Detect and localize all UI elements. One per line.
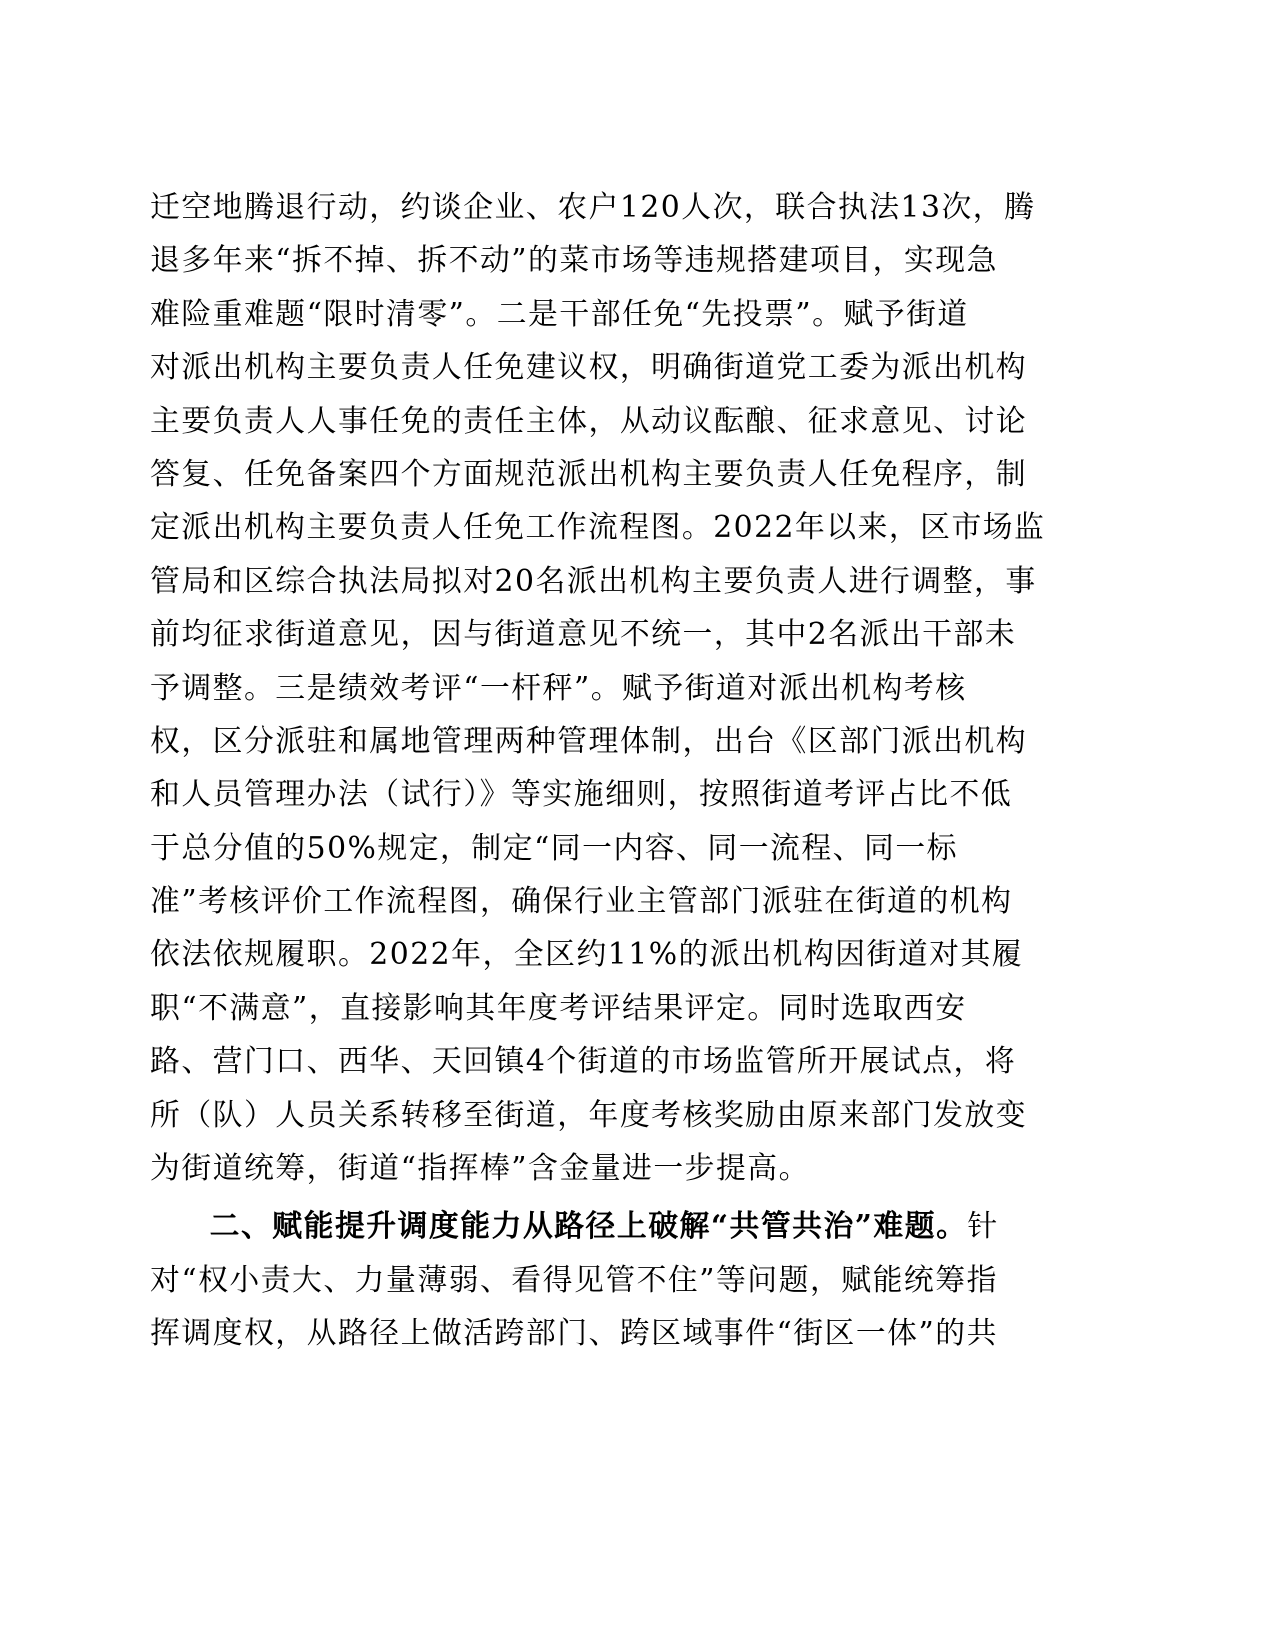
text-line: 管局和区综合执法局拟对20名派出机构主要负责人进行调整，事: [150, 563, 1037, 599]
text-line: 路、营门口、西华、天回镇4个街道的市场监管所开展试点，将: [150, 1044, 1017, 1080]
text-line: 定派出机构主要负责人任免工作流程图。2022年以来，区市场监: [150, 510, 1046, 546]
text-line: 主要负责人人事任免的责任主体，从动议酝酿、征求意见、讨论: [150, 403, 1028, 439]
text-line: 迁空地腾退行动，约谈企业、农户120人次，联合执法13次，腾: [150, 190, 1036, 225]
section-heading: 二、赋能提升调度能力从路径上破解“共管共治”难题。: [209, 1209, 968, 1245]
text-line: 权，区分派驻和属地管理两种管理体制，出台《区部门派出机构: [150, 723, 1028, 759]
section-two-heading-line: [150, 1200, 1045, 1253]
text-line: 挥调度权，从路径上做活跨部门、跨区域事件“街区一体”的共: [150, 1316, 998, 1352]
text-line: 退多年来“拆不掉、拆不动”的菜市场等违规搭建项目，实现急: [150, 243, 998, 279]
text-line: 和人员管理办法（试行）》等实施细则，按照街道考评占比不低: [150, 777, 1013, 813]
body-text: [150, 181, 1050, 1361]
text-line: 准”考核评价工作流程图，确保行业主管部门派驻在街道的机构: [150, 884, 1013, 920]
text-line: 难险重难题“限时清零”。二是干部任免“先投票”。赋予街道: [150, 296, 969, 332]
text-line: 对“权小责大、力量薄弱、看得见管不住”等问题，赋能统筹指: [150, 1262, 998, 1298]
text-line: 对派出机构主要负责人任免建议权，明确街道党工委为派出机构: [150, 350, 1028, 386]
text-line: 职“不满意”，直接影响其年度考评结果评定。同时选取西安: [150, 990, 967, 1026]
text-line: 予调整。三是绩效考评“一杆秤”。赋予街道对派出机构考核: [150, 670, 967, 706]
text-line: 于总分值的50%规定，制定“同一内容、同一流程、同一标: [150, 830, 958, 866]
section-heading-tail: 针: [967, 1209, 999, 1245]
text-line: 前均征求街道意见，因与街道意见不统一，其中2名派出干部未: [150, 617, 1017, 653]
text-line: 依法依规履职。2022年，全区约11%的派出机构因街道对其履: [150, 937, 1024, 973]
text-line: 所（队）人员关系转移至街道，年度考核奖励由原来部门发放变: [150, 1097, 1028, 1133]
text-line: 为街道统筹，街道“指挥棒”含金量进一步提高。: [150, 1151, 810, 1187]
text-line: 答复、任免备案四个方面规范派出机构主要负责人任免程序，制: [150, 456, 1028, 492]
